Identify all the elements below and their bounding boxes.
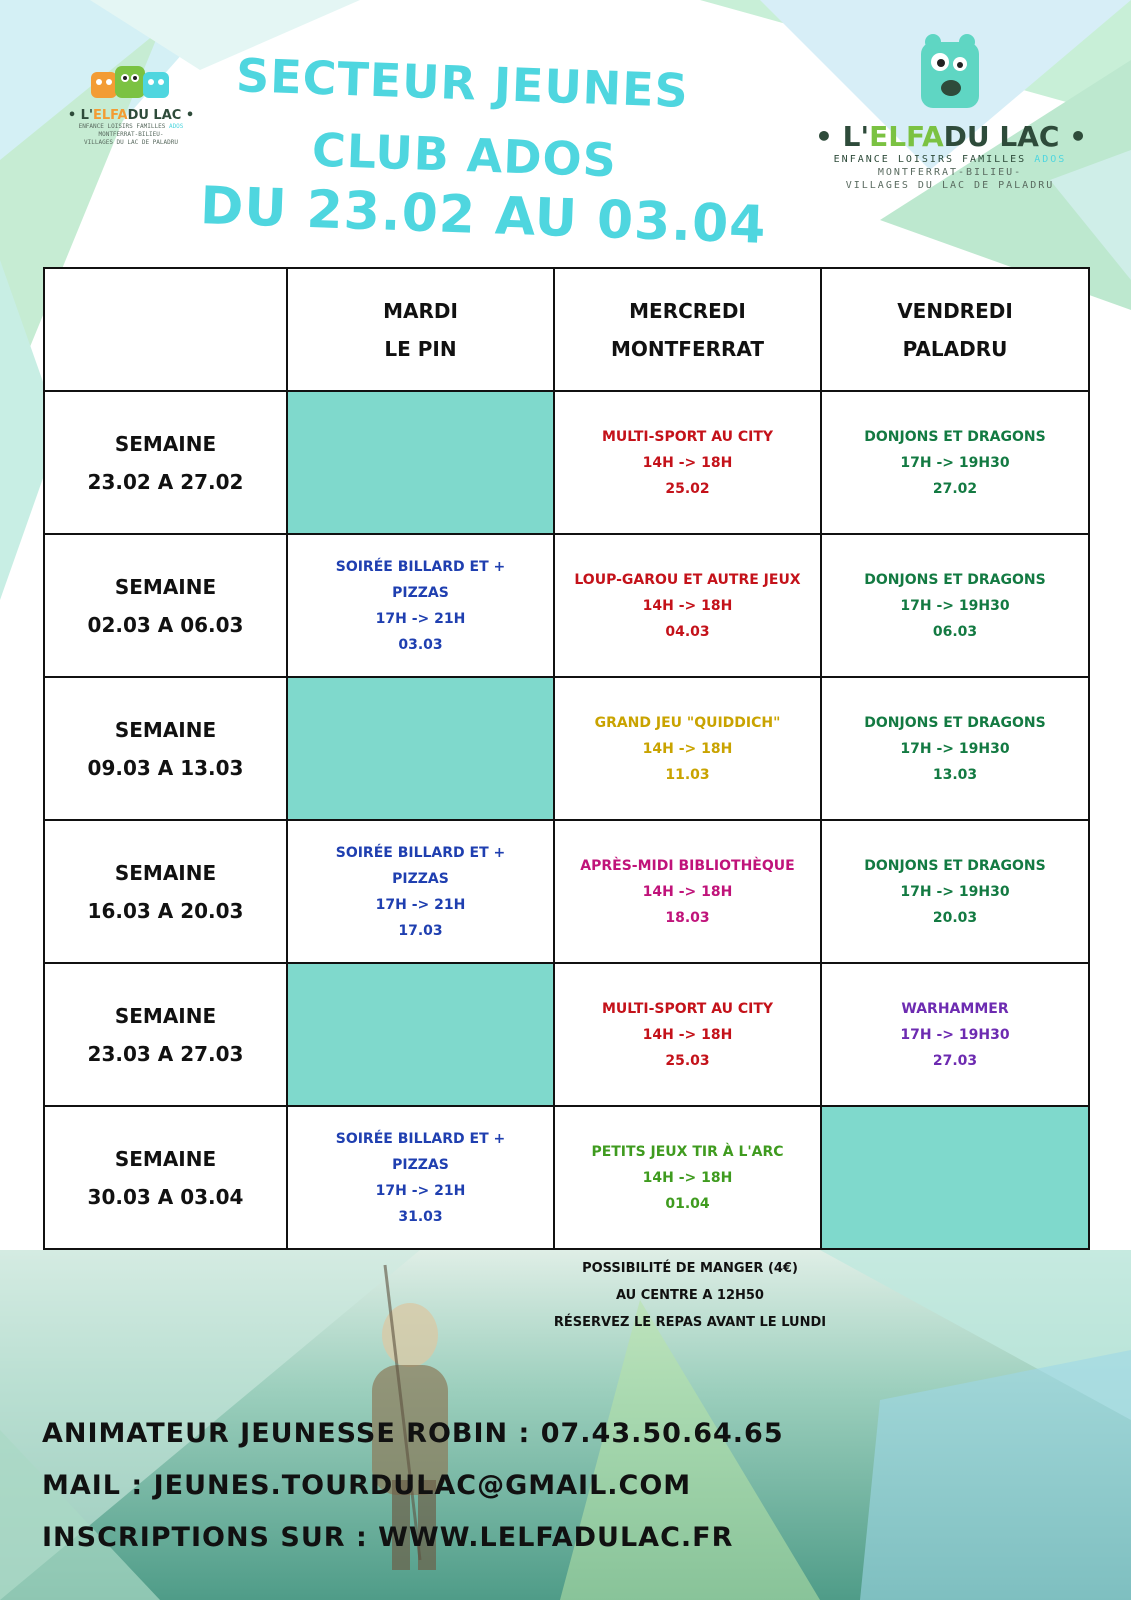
monsters-icon bbox=[81, 62, 181, 102]
header-mercredi: MERCREDI MONTFERRAT bbox=[554, 268, 821, 391]
logo-big-tagline: ENFANCE LOISIRS FAMILLES ADOS bbox=[833, 154, 1067, 165]
week-row bbox=[44, 677, 1089, 820]
week-row bbox=[44, 534, 1089, 677]
week-label: SEMAINE 23.02 A 27.02 bbox=[44, 391, 287, 534]
title-line-2: CLUB ADOS bbox=[311, 122, 618, 188]
header-row bbox=[44, 268, 1089, 391]
header-corner bbox=[44, 268, 287, 391]
title-line-1: SECTEUR JEUNES bbox=[235, 48, 690, 118]
logo-small bbox=[56, 62, 206, 147]
logo-big bbox=[815, 30, 1088, 192]
empty-slot bbox=[821, 1106, 1089, 1249]
activity-cell: DONJONS ET DRAGONS 17H -> 19H30 13.03 bbox=[821, 677, 1089, 820]
activity-cell: WARHAMMER 17H -> 19H30 27.03 bbox=[821, 963, 1089, 1106]
contact-website: INSCRIPTIONS SUR : WWW.LELFADULAC.FR bbox=[42, 1522, 734, 1553]
meal-note bbox=[520, 1255, 860, 1336]
week-row bbox=[44, 963, 1089, 1106]
week-row bbox=[44, 1106, 1089, 1249]
week-label: SEMAINE 16.03 A 20.03 bbox=[44, 820, 287, 963]
title-dates: DU 23.02 AU 03.04 bbox=[199, 176, 768, 256]
logo-small-tagline: ENFANCE LOISIRS FAMILLES ADOS bbox=[78, 123, 184, 130]
empty-slot bbox=[287, 677, 554, 820]
header-mardi: MARDI LE PIN bbox=[287, 268, 554, 391]
meal-note-line-1: POSSIBILITÉ DE MANGER (4€) bbox=[582, 1261, 798, 1276]
contact-phone: ANIMATEUR JEUNESSE ROBIN : 07.43.50.64.65 bbox=[42, 1418, 784, 1449]
week-label: SEMAINE 09.03 A 13.03 bbox=[44, 677, 287, 820]
week-row bbox=[44, 391, 1089, 534]
empty-slot bbox=[287, 391, 554, 534]
activity-cell: SOIRÉE BILLARD ET + PIZZAS 17H -> 21H 17.03 bbox=[287, 820, 554, 963]
activity-cell: PETITS JEUX TIR À L'ARC 14H -> 18H 01.04 bbox=[554, 1106, 821, 1249]
activity-cell: MULTI-SPORT AU CITY 14H -> 18H 25.03 bbox=[554, 963, 821, 1106]
activity-cell: MULTI-SPORT AU CITY 14H -> 18H 25.02 bbox=[554, 391, 821, 534]
activity-cell: DONJONS ET DRAGONS 17H -> 19H30 06.03 bbox=[821, 534, 1089, 677]
week-row bbox=[44, 820, 1089, 963]
logo-big-place-1: MONTFERRAT-BILIEU- bbox=[877, 167, 1023, 178]
meal-note-line-2: AU CENTRE A 12H50 bbox=[616, 1288, 764, 1303]
activity-cell: DONJONS ET DRAGONS 17H -> 19H30 20.03 bbox=[821, 820, 1089, 963]
week-label: SEMAINE 23.03 A 27.03 bbox=[44, 963, 287, 1106]
meal-note-line-3: RÉSERVEZ LE REPAS AVANT LE LUNDI bbox=[553, 1315, 827, 1330]
logo-small-place-2: VILLAGES DU LAC DE PALADRU bbox=[84, 139, 178, 146]
schedule-table bbox=[43, 267, 1090, 1250]
logo-small-place-1: MONTFERRAT-BILIEU- bbox=[98, 131, 164, 138]
week-label: SEMAINE 02.03 A 06.03 bbox=[44, 534, 287, 677]
logo-big-place-2: VILLAGES DU LAC DE PALADRU bbox=[845, 180, 1055, 191]
activity-cell: LOUP-GAROU ET AUTRE JEUX 14H -> 18H 04.03 bbox=[554, 534, 821, 677]
activity-cell: APRÈS-MIDI BIBLIOTHÈQUE 14H -> 18H 18.03 bbox=[554, 820, 821, 963]
logo-big-name: • L'ELFADU LAC • bbox=[815, 120, 1088, 153]
week-label: SEMAINE 30.03 A 03.04 bbox=[44, 1106, 287, 1249]
contact-mail: MAIL : JEUNES.TOURDULAC@GMAIL.COM bbox=[42, 1470, 692, 1501]
header-vendredi: VENDREDI PALADRU bbox=[821, 268, 1089, 391]
activity-cell: SOIRÉE BILLARD ET + PIZZAS 17H -> 21H 03.03 bbox=[287, 534, 554, 677]
activity-cell: SOIRÉE BILLARD ET + PIZZAS 17H -> 21H 31.03 bbox=[287, 1106, 554, 1249]
activity-cell: GRAND JEU "QUIDDICH" 14H -> 18H 11.03 bbox=[554, 677, 821, 820]
monster-icon bbox=[915, 30, 985, 112]
activity-cell: DONJONS ET DRAGONS 17H -> 19H30 27.02 bbox=[821, 391, 1089, 534]
empty-slot bbox=[287, 963, 554, 1106]
logo-small-name: • L'ELFADU LAC • bbox=[67, 108, 195, 123]
